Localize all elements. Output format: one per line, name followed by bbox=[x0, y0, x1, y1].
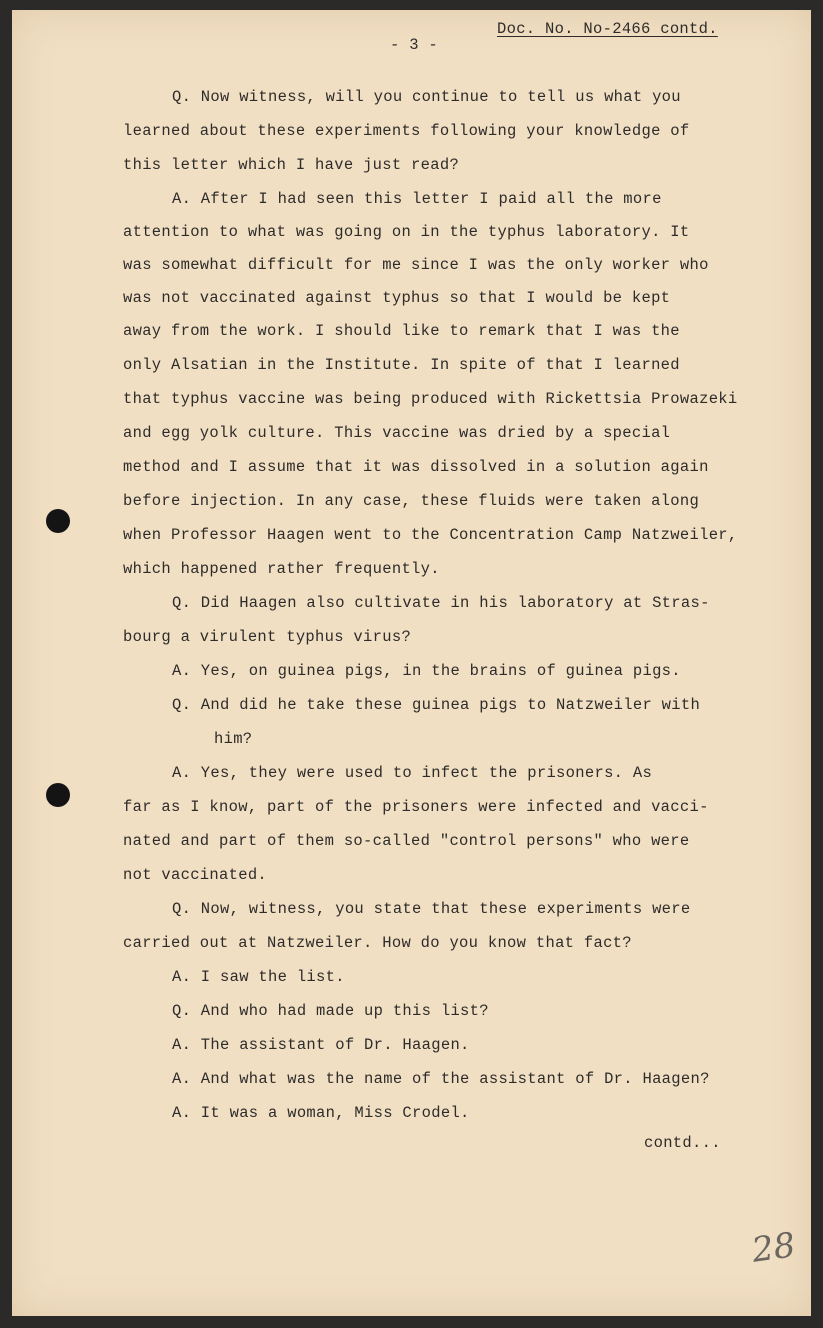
punch-hole bbox=[46, 783, 70, 807]
body-line: not vaccinated. bbox=[123, 866, 268, 884]
body-line: away from the work. I should like to remark that I was the bbox=[123, 322, 680, 340]
body-line: was somewhat difficult for me since I was the only worker who bbox=[123, 256, 709, 274]
body-line: far as I know, part of the prisoners were infected and vacci- bbox=[123, 798, 709, 816]
document-page bbox=[12, 10, 811, 1316]
body-line: A. Yes, on guinea pigs, in the brains of guinea pigs. bbox=[172, 662, 681, 680]
body-line: Q. And did he take these guinea pigs to Natzweiler with bbox=[172, 696, 701, 714]
body-line: before injection. In any case, these fluids were taken along bbox=[123, 492, 700, 510]
body-line: when Professor Haagen went to the Concentration Camp Natzweiler, bbox=[123, 526, 738, 544]
body-line: Q. And who had made up this list? bbox=[172, 1002, 489, 1020]
body-line: which happened rather frequently. bbox=[123, 560, 440, 578]
body-line: A. It was a woman, Miss Crodel. bbox=[172, 1104, 470, 1122]
body-line: bourg a virulent typhus virus? bbox=[123, 628, 412, 646]
doc-number: Doc. No. No-2466 contd. bbox=[497, 20, 718, 38]
body-line: him? bbox=[214, 730, 253, 748]
body-line: A. And what was the name of the assistant of Dr. Haagen? bbox=[172, 1070, 710, 1088]
body-line: carried out at Natzweiler. How do you know that fact? bbox=[123, 934, 632, 952]
body-line: Q. Now witness, will you continue to tell us what you bbox=[172, 88, 681, 106]
body-line: A. I saw the list. bbox=[172, 968, 345, 986]
body-line: A. The assistant of Dr. Haagen. bbox=[172, 1036, 470, 1054]
body-line: only Alsatian in the Institute. In spite of that I learned bbox=[123, 356, 680, 374]
body-line: and egg yolk culture. This vaccine was dried by a special bbox=[123, 424, 671, 442]
body-line: nated and part of them so-called "control persons" who were bbox=[123, 832, 690, 850]
body-line: method and I assume that it was dissolved in a solution again bbox=[123, 458, 709, 476]
continued-marker: contd... bbox=[644, 1134, 721, 1152]
body-line: this letter which I have just read? bbox=[123, 156, 460, 174]
handwritten-page-number: 28 bbox=[749, 1225, 798, 1271]
body-line: Q. Now, witness, you state that these experiments were bbox=[172, 900, 691, 918]
body-line: was not vaccinated against typhus so that I would be kept bbox=[123, 289, 671, 307]
body-line: A. After I had seen this letter I paid all the more bbox=[172, 190, 662, 208]
punch-hole bbox=[46, 509, 70, 533]
body-line: A. Yes, they were used to infect the prisoners. As bbox=[172, 764, 653, 782]
body-line: that typhus vaccine was being produced with Rickettsia Prowazeki bbox=[123, 390, 738, 408]
body-line: attention to what was going on in the typhus laboratory. It bbox=[123, 223, 690, 241]
body-line: learned about these experiments following your knowledge of bbox=[123, 122, 690, 140]
body-line: Q. Did Haagen also cultivate in his laboratory at Stras- bbox=[172, 594, 710, 612]
page-number: - 3 - bbox=[390, 36, 439, 54]
